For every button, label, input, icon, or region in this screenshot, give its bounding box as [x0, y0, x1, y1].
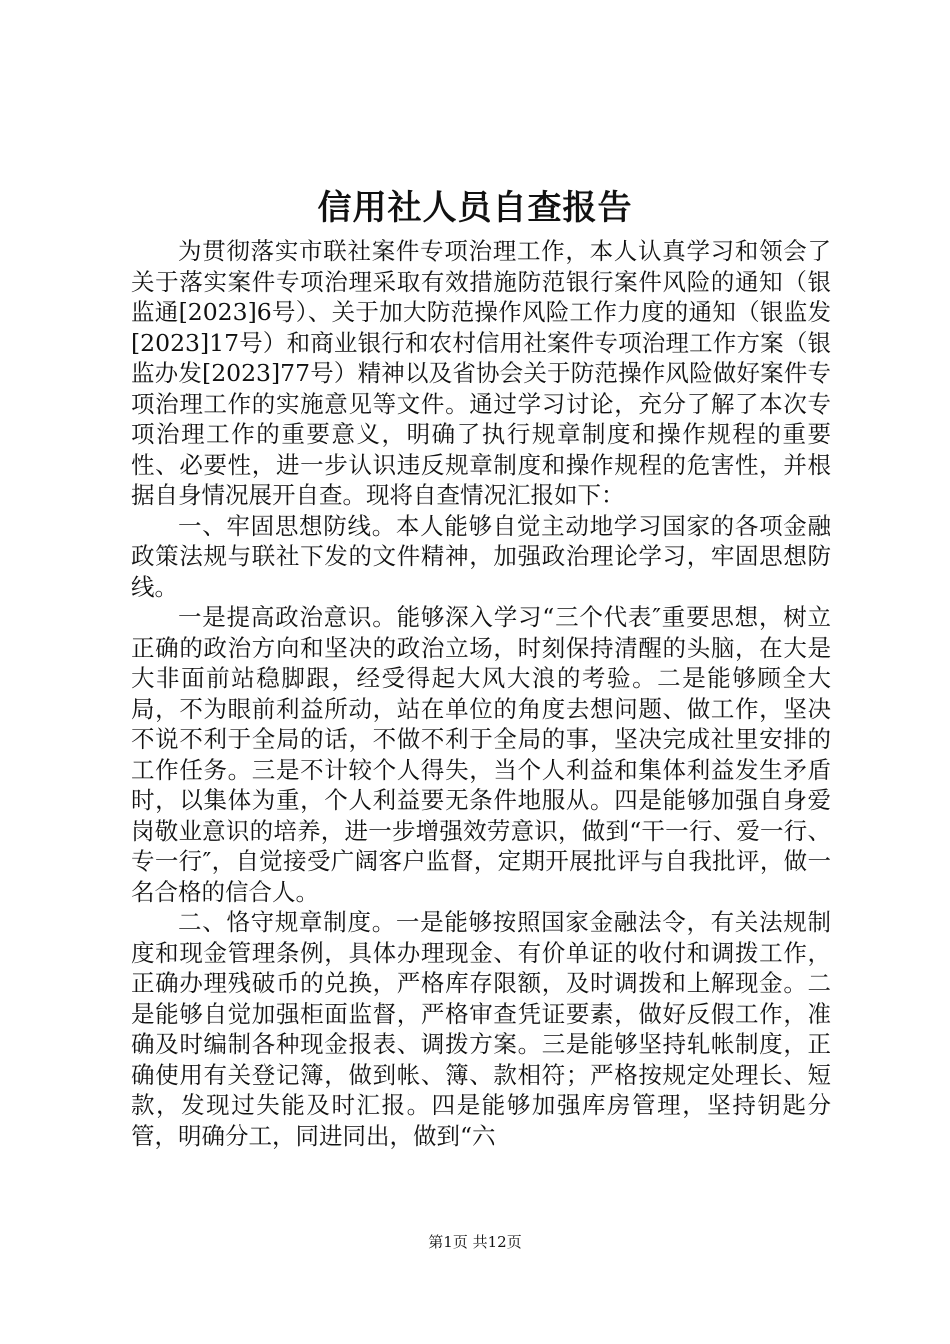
document-title: 信用社人员自查报告	[317, 188, 633, 228]
paragraph-section-one: 一、牢固思想防线。本人能够自觉主动地学习国家的各项金融政策法规与联社下发的文件精神，加强政治理论学习，牢固思想防线。	[131, 511, 831, 601]
paragraph-political-awareness: 一是提高政治意识。能够深入学习“三个代表″重要思想，树立正确的政治方向和坚决的政治立场，时刻保持清醒的头脑，在大是大非面前站稳脚跟，经受得起大风大浪的考验。二是能够顾全大局，不为眼前利益所动，站在单位的角度去想问题、做工作，坚决不说不利于全局的话，不做不利于全局的事，坚决完成社里安排的工作任务。三是不计较个人得失，当个人利益和集体利益发生矛盾时，以集体为重，个人利益要无条件地服从。四是能够加强自身爱岗敬业意识的培养，进一步增强效劳意识，做到“干一行、爱一行、专一行″，自觉接受广阔客户监督，定期开展批评与自我批评，做一名合格的信合人。	[131, 603, 831, 906]
page-number-footer: 第1页 共12页	[428, 1233, 522, 1251]
document-body	[131, 236, 831, 1151]
paragraph-intro: 为贯彻落实市联社案件专项治理工作，本人认真学习和领会了关于落实案件专项治理采取有效措施防范银行案件风险的通知（银监通[2023]6号）、关于加大防范操作风险工作力度的通知（银监发[2023]17号）和商业银行和农村信用社案件专项治理工作方案（银监办发[2023]77号）精神以及省协会关于防范操作风险做好案件专项治理工作的实施意见等文件。通过学习讨论，充分了解了本次专项治理工作的重要意义，明确了执行规章制度和操作规程的重要性、必要性，进一步认识违反规章制度和操作规程的危害性，并根据自身情况展开自查。现将自查情况汇报如下：	[131, 237, 831, 509]
paragraph-section-two: 二、恪守规章制度。一是能够按照国家金融法令，有关法规制度和现金管理条例，具体办理现金、有价单证的收付和调拨工作，正确办理残破币的兑换，严格库存限额，及时调拨和上解现金。二是能够自觉加强柜面监督，严格审查凭证要素，做好反假工作，准确及时编制各种现金报表、调拨方案。三是能够坚持轧帐制度，正确使用有关登记簿，做到帐、簿、款相符；严格按规定处理长、短款，发现过失能及时汇报。四是能够加强库房管理，坚持钥匙分管，明确分工，同进同出，做到“六	[131, 908, 831, 1150]
